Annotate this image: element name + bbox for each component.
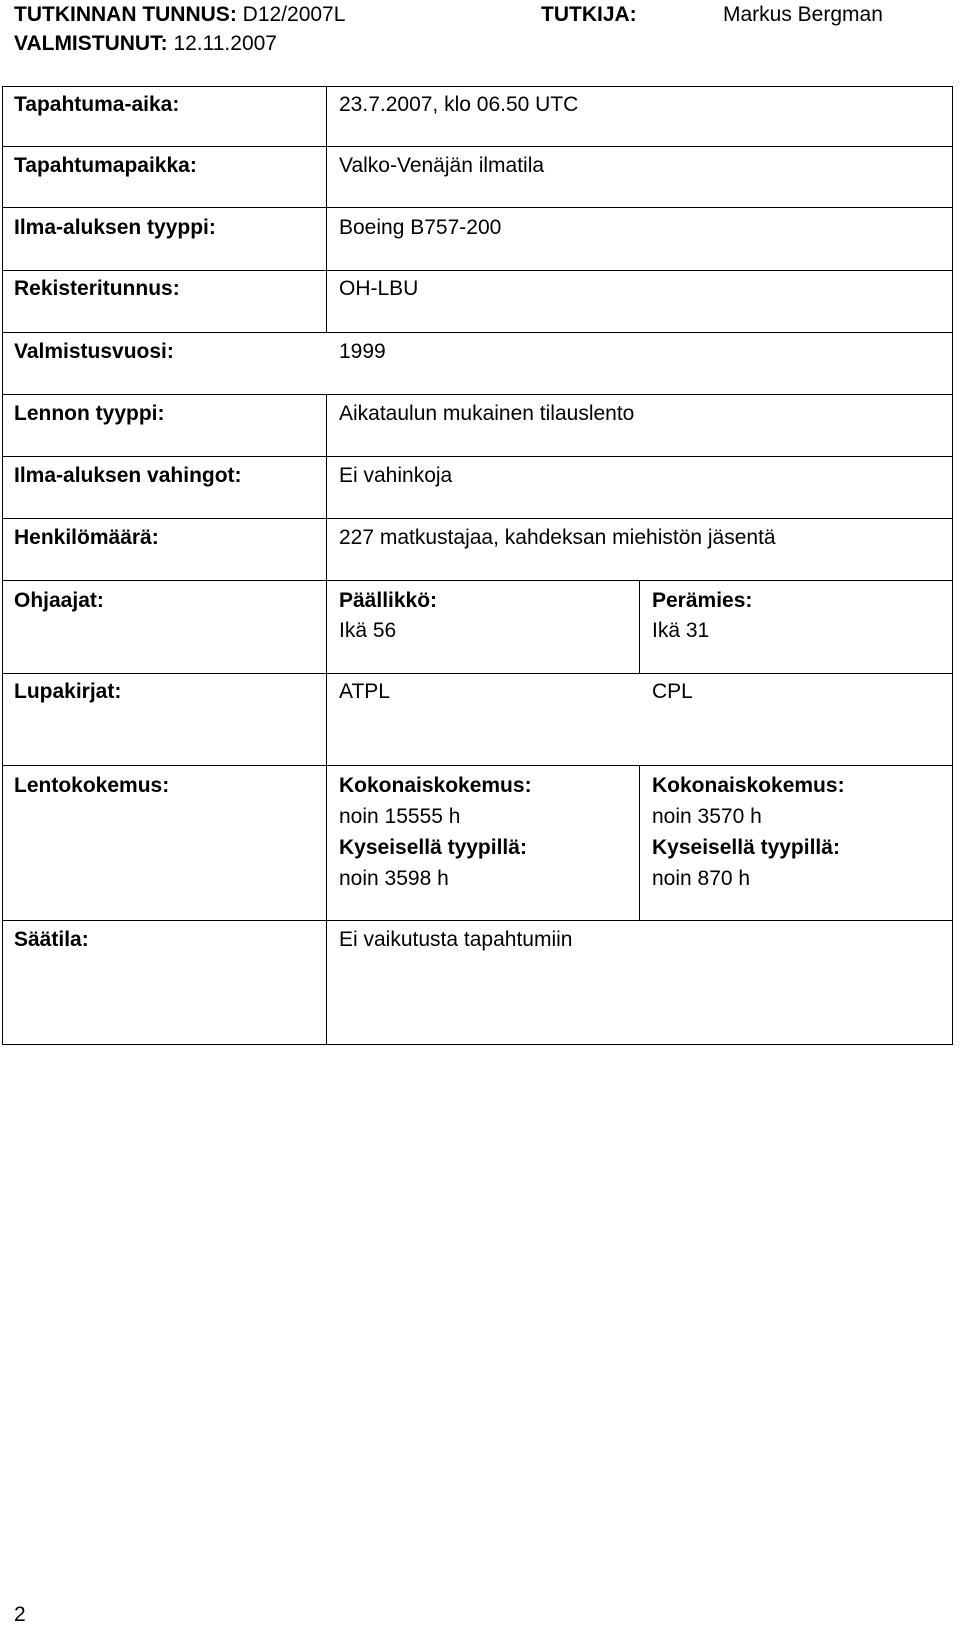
captain-total-label: Kokonaiskokemus: bbox=[339, 774, 532, 797]
table-rule bbox=[2, 270, 953, 271]
investigator-name: Markus Bergman bbox=[723, 3, 883, 26]
investigation-id bbox=[14, 3, 345, 27]
table-rule bbox=[2, 920, 953, 921]
table-rule bbox=[639, 765, 640, 920]
weather-value: Ei vaikutusta tapahtumiin bbox=[339, 928, 573, 951]
table-rule bbox=[2, 86, 953, 87]
first-officer-total-label: Kokonaiskokemus: bbox=[652, 774, 845, 797]
table-rule bbox=[2, 146, 953, 147]
completed-date-value: 12.11.2007 bbox=[173, 32, 277, 55]
first-officer-age: Ikä 31 bbox=[652, 619, 710, 642]
first-officer-total-value: noin 3570 h bbox=[652, 805, 762, 828]
captain-title: Päällikkö: bbox=[339, 589, 438, 612]
investigator bbox=[541, 3, 637, 27]
captain-license: ATPL bbox=[339, 680, 390, 703]
table-rule bbox=[2, 1044, 953, 1045]
completed-date-label: VALMISTUNUT: bbox=[14, 32, 168, 55]
event-location-value: Valko-Venäjän ilmatila bbox=[339, 154, 545, 177]
event-time-label: Tapahtuma-aika: bbox=[14, 93, 180, 116]
table-rule bbox=[2, 332, 953, 333]
investigation-id-label: TUTKINNAN TUNNUS: bbox=[14, 3, 237, 26]
first-officer-type-value: noin 870 h bbox=[652, 867, 751, 890]
table-rule bbox=[952, 86, 953, 1045]
table-rule bbox=[326, 86, 327, 332]
registration-label: Rekisteritunnus: bbox=[14, 277, 180, 300]
table-rule bbox=[326, 394, 327, 1045]
table-rule bbox=[639, 580, 640, 673]
table-rule bbox=[2, 207, 953, 208]
table-rule bbox=[2, 394, 953, 395]
table-rule bbox=[2, 765, 953, 766]
persons-value: 227 matkustajaa, kahdeksan miehistön jäsentä bbox=[339, 526, 776, 549]
weather-label: Säätila: bbox=[14, 928, 89, 951]
page-number: 2 bbox=[14, 1603, 26, 1626]
event-time-value: 23.7.2007, klo 06.50 UTC bbox=[339, 93, 579, 116]
captain-type-value: noin 3598 h bbox=[339, 867, 449, 890]
completed-date bbox=[14, 32, 277, 56]
captain-total-value: noin 15555 h bbox=[339, 805, 461, 828]
captain-type-label: Kyseisellä tyypillä: bbox=[339, 836, 527, 859]
investigator-label: TUTKIJA: bbox=[541, 3, 637, 26]
aircraft-type-value: Boeing B757-200 bbox=[339, 216, 502, 239]
event-location-label: Tapahtumapaikka: bbox=[14, 154, 197, 177]
first-officer-title: Perämies: bbox=[652, 589, 753, 612]
registration-value: OH-LBU bbox=[339, 277, 419, 300]
manufacture-year-value: 1999 bbox=[339, 340, 386, 363]
persons-label: Henkilömäärä: bbox=[14, 526, 159, 549]
table-rule bbox=[2, 86, 3, 1045]
captain-age: Ikä 56 bbox=[339, 619, 397, 642]
flight-type-label: Lennon tyyppi: bbox=[14, 402, 165, 425]
table-rule bbox=[2, 518, 953, 519]
pilots-label: Ohjaajat: bbox=[14, 589, 104, 612]
first-officer-license: CPL bbox=[652, 680, 693, 703]
aircraft-type-label: Ilma-aluksen tyyppi: bbox=[14, 216, 216, 239]
investigation-id-value: D12/2007L bbox=[242, 3, 346, 26]
flight-type-value: Aikataulun mukainen tilauslento bbox=[339, 402, 635, 425]
flight-experience-label: Lentokokemus: bbox=[14, 774, 170, 797]
first-officer-type-label: Kyseisellä tyypillä: bbox=[652, 836, 840, 859]
table-rule bbox=[2, 456, 953, 457]
table-rule bbox=[2, 580, 953, 581]
table-rule bbox=[2, 673, 953, 674]
licenses-label: Lupakirjat: bbox=[14, 680, 122, 703]
aircraft-damage-label: Ilma-aluksen vahingot: bbox=[14, 464, 242, 487]
manufacture-year-label: Valmistusvuosi: bbox=[14, 340, 174, 363]
aircraft-damage-value: Ei vahinkoja bbox=[339, 464, 453, 487]
